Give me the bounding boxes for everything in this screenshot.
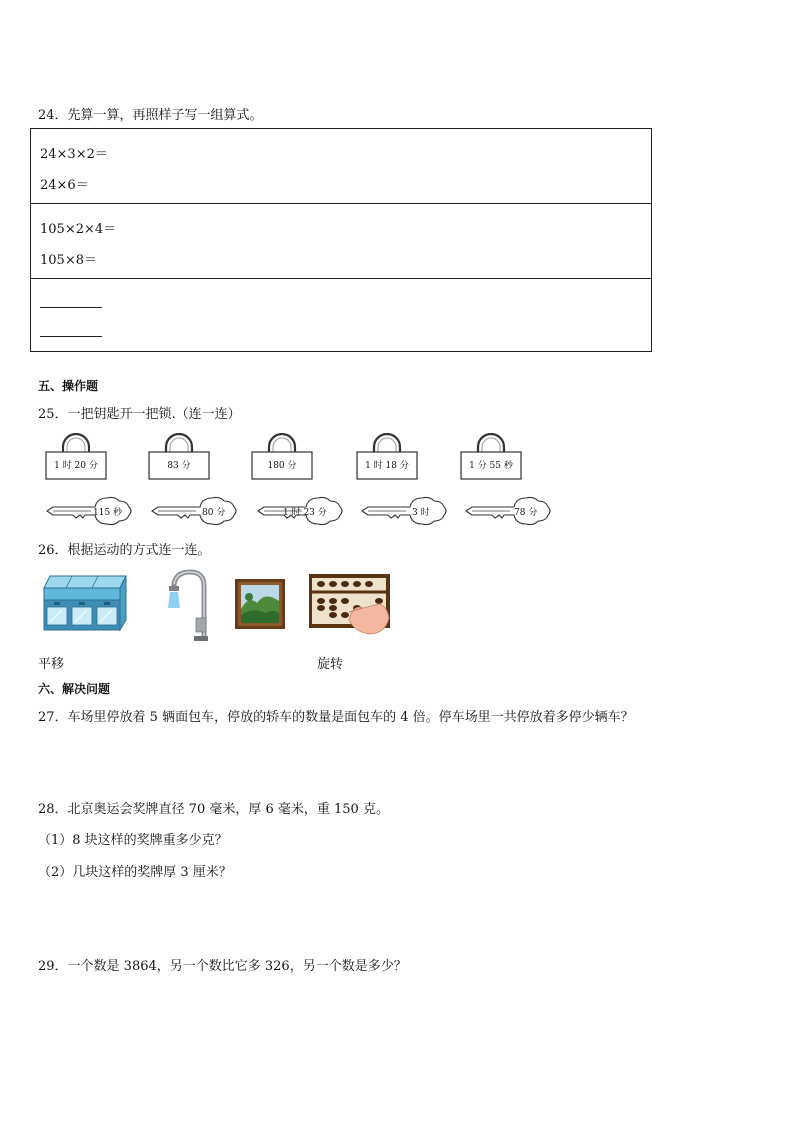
key-label: 78 分	[514, 508, 538, 518]
q24-expr: 105×8＝	[40, 253, 97, 268]
answer-blank[interactable]	[40, 307, 102, 308]
key-label: 1 时 23 分	[283, 508, 327, 518]
q24-row-2	[31, 204, 651, 279]
q28-sub2: （2）几块这样的奖牌厚 3 厘米？	[38, 865, 232, 880]
q24-expr: 24×3×2＝	[40, 147, 108, 162]
q24-row-1	[31, 129, 651, 204]
lock-label: 1 分 55 秒	[469, 461, 513, 471]
q24-expr: 24×6＝	[40, 178, 89, 193]
q27-text: 27．车场里停放着 5 辆面包车，停放的轿车的数量是面包车的 4 倍。停车场里一共停放着多停少辆车？	[38, 710, 634, 725]
key-icon[interactable]	[464, 495, 554, 527]
key-icon[interactable]	[256, 495, 346, 527]
key-label: 80 分	[202, 508, 226, 518]
lock-icon[interactable]	[356, 433, 418, 479]
key-icon[interactable]	[360, 495, 450, 527]
q28-text: 28．北京奥运会奖牌直径 70 毫米，厚 6 毫米，重 150 克。	[38, 802, 389, 817]
q24-title: 24．先算一算，再照样子写一组算式。	[38, 108, 263, 123]
lock-icon[interactable]	[460, 433, 522, 479]
abacus-icon[interactable]	[309, 574, 391, 640]
q28-sub1: （1）8 块这样的奖牌重多少克？	[38, 833, 228, 848]
key-icon[interactable]	[150, 495, 240, 527]
answer-blank[interactable]	[40, 336, 102, 337]
q24-expr: 105×2×4＝	[40, 222, 117, 237]
lock-icon[interactable]	[251, 433, 313, 479]
drawer-cabinet-icon[interactable]	[42, 574, 128, 638]
q24-table	[30, 128, 652, 352]
lock-icon[interactable]	[45, 433, 107, 479]
q24-row-3	[31, 279, 651, 351]
q29-text: 29．一个数是 3864，另一个数比它多 326，另一个数是多少？	[38, 959, 407, 974]
lock-label: 83 分	[167, 461, 191, 471]
label-translation: 平移	[38, 657, 65, 672]
section-heading: 五、操作题	[38, 379, 99, 393]
faucet-icon[interactable]	[164, 568, 216, 646]
key-label: 3 时	[412, 508, 430, 518]
framed-painting-icon[interactable]	[235, 579, 285, 633]
lock-label: 180 分	[267, 461, 297, 471]
key-icon[interactable]	[45, 495, 135, 527]
q26-title: 26．根据运动的方式连一连。	[38, 543, 211, 558]
key-label: 115 秒	[93, 508, 123, 518]
section-heading: 六、解决问题	[38, 682, 111, 696]
lock-label: 1 时 20 分	[54, 461, 98, 471]
lock-icon[interactable]	[148, 433, 210, 479]
lock-label: 1 时 18 分	[365, 461, 409, 471]
label-rotation: 旋转	[317, 657, 344, 672]
q25-title: 25．一把钥匙开一把锁.（连一连）	[38, 407, 241, 422]
